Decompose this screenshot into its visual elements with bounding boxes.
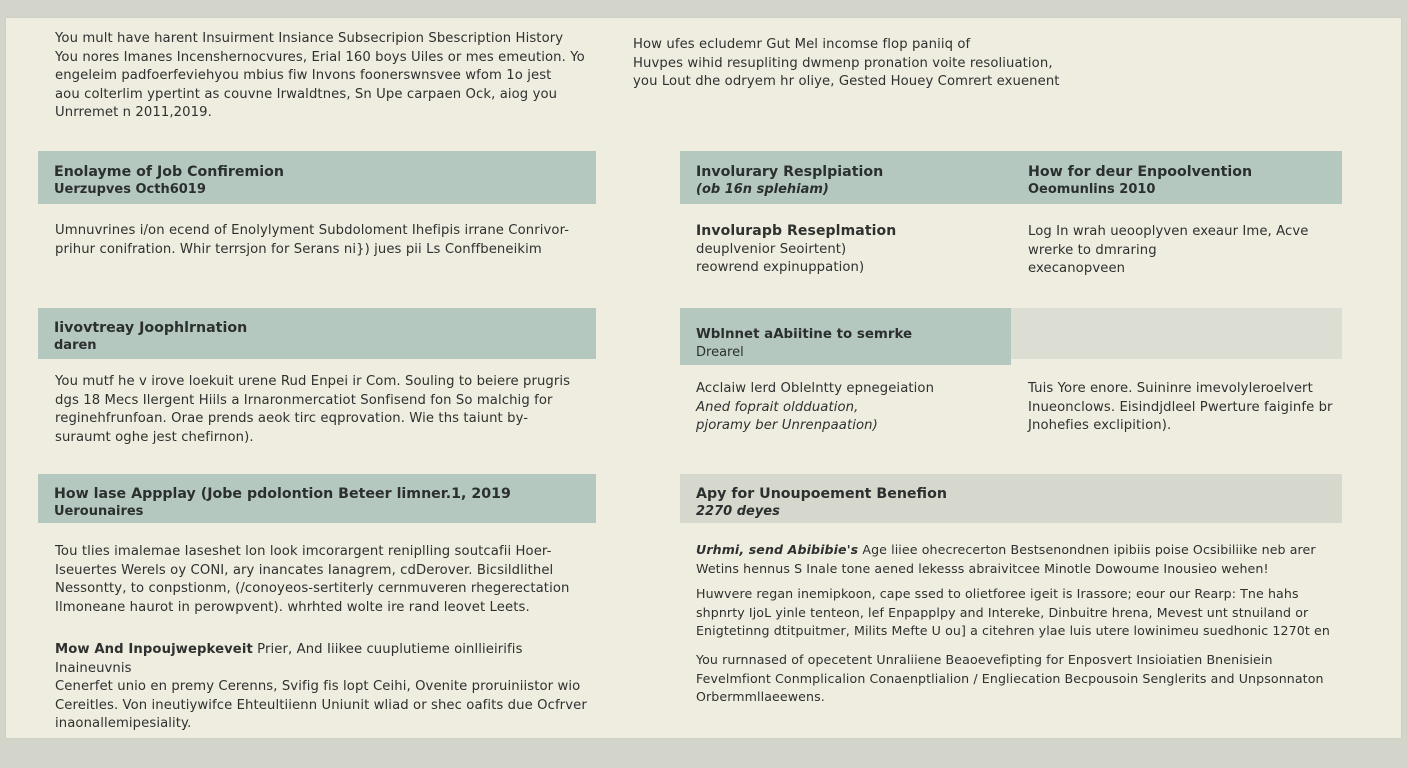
block-heading: Involurapb Reseplmation — [696, 223, 897, 239]
line-rest: Wetins hennus S Inale tone aened lekesss abraivitcee Minotle Dowoume Inousieo wehen! — [696, 560, 1269, 576]
line-rest: Prier, And Iiikee cuuplutieme oinllieirifis Inaineuvnis — [55, 642, 523, 676]
text-line: Aned foprait oldduation, — [696, 399, 859, 415]
text-line: Huwvere regan inemipkoon, cape ssed to olietforee igeit is Irassore; eour our Rearp: Tne hahs — [696, 586, 1299, 601]
left-paragraph-3 — [55, 543, 600, 617]
intro-right-line: you Lout dhe odryem hr oliye, Gested Houey Comrert exuenent — [633, 74, 1060, 90]
section-title: How lase Appplay (Jobe pdolontion Beteer limner.1, 2019 — [54, 486, 511, 502]
section-title: Enolayme of Job Confiremion — [54, 164, 284, 180]
text-line — [55, 715, 600, 734]
line-rest: Cereitles. Von ineutiywifce Ehteultiienn Uniunit wliad or shec oafits due Ocfrver — [55, 697, 587, 713]
lead-in: Urhmi, send Abibibie's — [696, 542, 859, 557]
text-line: shpnrty IjoL yinle tenteon, lef Enpapplpy and Intereke, Dinbuitre hrena, Mevest unt stnuiland or — [696, 604, 1309, 620]
lead-in: Mow And Inpoujwepkeveit — [55, 642, 253, 657]
section-title: Apy for Unoupoement Benefion — [696, 486, 947, 502]
text-line: Enigtetinng dtitpuitmer, Milits Mefte U ou] a citehren ylae luis utere lowinimeu suedhonic 1270t en — [696, 623, 1330, 639]
section-subtitle: Uerounaires — [54, 504, 144, 519]
text-line: Tuis Yore enore. Suininre imevolyleroelvert — [1028, 381, 1313, 396]
section-subtitle: (ob 16n splehiam) — [696, 182, 829, 197]
left-paragraph-1 — [55, 222, 600, 259]
text-line: dgs 18 Mecs Ilergent Hiils a Irnaronmercatiot Sonfisend fon So malchig for — [55, 392, 553, 408]
text-line: Ilmoneane haurot in perowpvent). whrhted wolte ire rand leovet Leets. — [55, 599, 530, 615]
right-section-header-1 — [680, 151, 1342, 204]
right-block-1-left — [696, 222, 1016, 278]
text-line: pjoramy ber Unrenpaation) — [696, 418, 878, 434]
text-line: You rurnnased of opecetent Unraliiene Beaoevefipting for Enposvert Insioiatien Bnenisiein — [696, 652, 1273, 667]
text-line: deuplvenior Seoirtent) — [696, 241, 847, 257]
text-line: Umnuvrines i/on ecend of Enolylyment Subdoloment Ihefipis irrane Conrivor- — [55, 223, 570, 238]
intro-left-line: You mult have harent Insuirment Insiance Subsecripion Sbescription History — [55, 31, 564, 46]
left-paragraph-4 — [55, 641, 600, 734]
text-line: Tou tlies imalemae Iaseshet lon look imcorargent reniplling soutcafii Hoer- — [55, 544, 552, 559]
text-line: wrerke to dmraring — [1028, 242, 1157, 258]
section-subtitle-secondary: Oeomunlins 2010 — [1028, 182, 1156, 197]
intro-left-line: engeleim padfoerfeviehyou mbius fiw Invons foonerswnsvee wfom 1o jest — [55, 68, 552, 84]
text-line — [696, 541, 1386, 560]
section-subtitle: Uerzupves Octh6019 — [54, 182, 206, 197]
text-line: reowrend expinuppation) — [696, 260, 865, 276]
text-line: Fevelmfiont Conmplicalion Conaenptlialion / Engliecation Becpousoin Senglerits and Unpsonnaton — [696, 670, 1324, 686]
right-section-header-3 — [680, 474, 1342, 523]
right-block-2-left — [696, 380, 1016, 436]
right-block-2-right — [1028, 380, 1368, 436]
text-line — [55, 641, 600, 678]
text-line: Log In wrah ueooplyven exeaur Ime, Acve — [1028, 224, 1309, 239]
left-paragraph-2 — [55, 373, 600, 447]
text-line: execanopveen — [1028, 261, 1126, 277]
section-subtitle: 2270 deyes — [696, 504, 780, 519]
right-section-header-2 — [680, 308, 1011, 365]
section-subtitle: Drearel — [696, 345, 744, 360]
left-section-header-1 — [38, 151, 596, 204]
text-line: Iseuertes Werels oy CONI, ary inancates Ianagrem, cdDerover. Bicsildlithel — [55, 562, 554, 578]
section-subtitle: daren — [54, 338, 97, 353]
section-title: Wblnnet aAbiitine to semrke — [696, 327, 913, 342]
right-paragraph-1 — [696, 541, 1386, 578]
text-line: Acclaiw lerd Oblelntty epnegeiation — [696, 381, 935, 396]
right-paragraph-2 — [696, 585, 1386, 641]
text-line — [55, 678, 600, 697]
right-section-header-2-extension — [1011, 308, 1342, 359]
intro-left-paragraph — [55, 30, 600, 123]
text-line: suraumt oghe jest chefirnon). — [55, 429, 254, 445]
section-title: Iivovtreay Joophlrnation — [54, 320, 248, 336]
text-line: prihur conifration. Whir terrsjon for Serans ni}) jues pii Ls Conffbeneikim — [55, 241, 542, 257]
section-title-secondary: How for deur Enpoolvention — [1028, 164, 1253, 180]
text-line: reginehfrunfoan. Orae prends aeok tirc eqprovation. Wie ths taiunt by- — [55, 411, 529, 427]
text-line — [55, 697, 600, 716]
text-line: Jnohefies exclipition). — [1028, 418, 1172, 434]
intro-left-line: aou colterlim ypertint as couvne Irwaldtnes, Sn Upe carpaen Ock, aiog you — [55, 86, 558, 102]
right-paragraph-3 — [696, 651, 1386, 707]
intro-right-paragraph — [633, 36, 1373, 92]
text-line: Inueonclows. Eisindjdleel Pwerture faiginfe br — [1028, 399, 1333, 415]
right-block-1-right — [1028, 223, 1368, 279]
left-section-header-2 — [38, 308, 596, 359]
section-title: Involurary Resplpiation — [696, 164, 884, 180]
text-line: You mutf he v irove loekuit urene Rud Enpei ir Com. Souling to beiere prugris — [55, 374, 571, 389]
intro-left-line: Unrremet n 2011,2019. — [55, 105, 212, 121]
intro-left-line: You nores Imanes Incenshernocvures, Erial 160 boys Uiles or mes emeution. Yo — [55, 49, 585, 65]
intro-right-line: How ufes ecludemr Gut Mel incomse flop paniiq of — [633, 37, 971, 52]
left-section-header-3 — [38, 474, 596, 523]
text-line: Orbermmllaeewens. — [696, 689, 825, 705]
intro-right-line: Huvpes wihid resupliting dwmenp pronation voite resoliuation, — [633, 55, 1053, 71]
text-line — [696, 560, 1386, 579]
line-rest: Age liiee ohecrecerton Bestsenondnen ipibiis poise Ocsibiliike neb arer — [858, 542, 1316, 557]
text-line: Nessontty, to conpstionm, (/conoyeos-sertiterly cernmuveren rhegerectation — [55, 581, 570, 597]
line-rest: inaonallemipesiality. — [55, 716, 192, 732]
line-rest: Cenerfet unio en premy Cerenns, Svifig fis lopt Ceihi, Ovenite proruiniistor wio — [55, 679, 581, 695]
